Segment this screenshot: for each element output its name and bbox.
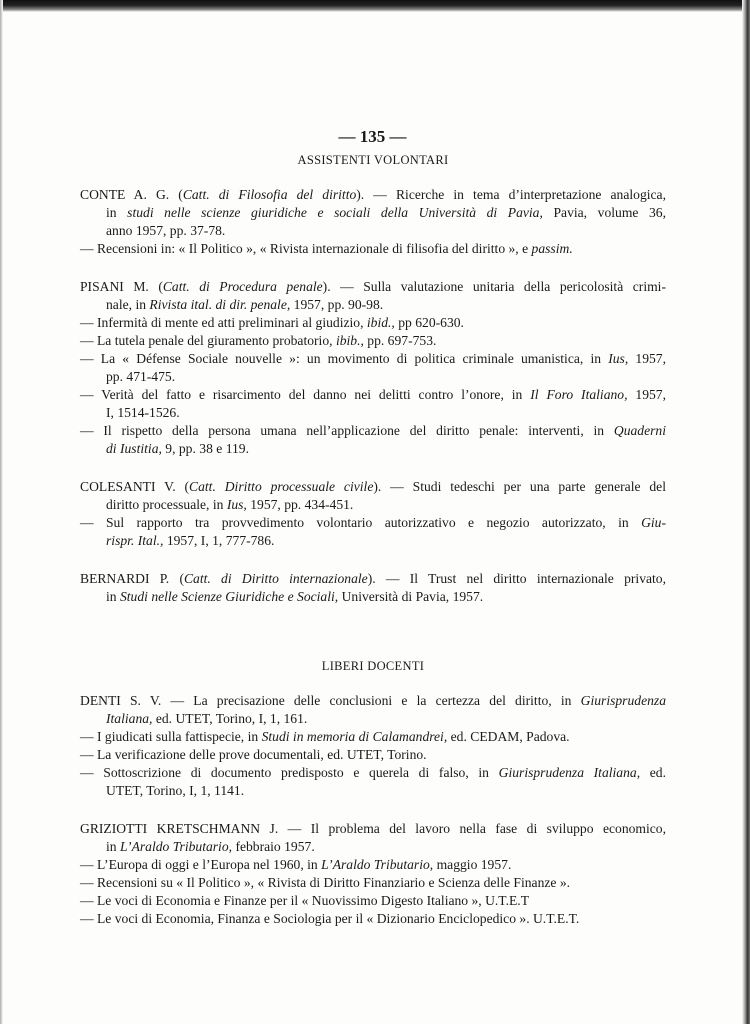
text-line [80,874,666,892]
text-line [80,728,666,746]
text-segment: anno 1957, pp. 37-78. [106,223,226,238]
page-number: — 135 — [338,127,407,146]
italic-title: Il Foro Italiano, [530,387,628,402]
text-segment: — L’Europa di oggi e l’Europa nel 1960, in [80,857,322,872]
text-line [80,820,666,838]
text-segment: — Infermità di mente ed atti preliminari al giudizio, [80,315,367,330]
text-line [80,532,666,550]
text-line [80,314,666,332]
text-segment: 1957, [628,351,666,366]
text-segment: pp. 471-475. [106,369,176,384]
text-segment: ). — Ricerche in tema d’interpretazione analogica, [356,187,666,202]
text-segment: DENTI S. V. — La precisazione delle conclusioni e la certezza del diritto, in [80,693,581,708]
text-segment: ed. [640,765,666,780]
italic-title: Giurisprudenza [580,693,666,708]
text-line [80,710,666,728]
text-segment: 1957, pp. 90-98. [290,297,384,312]
text-line [80,422,666,440]
text-line [80,514,666,532]
section-heading-liberi: LIBERI DOCENTI [321,659,425,673]
text-line [80,278,666,296]
italic-title: Catt. di Filosofia del diritto [182,187,357,202]
italic-title: Catt. Diritto processuale civile [189,479,374,494]
text-segment: — La tutela penale del giuramento probatorio, [80,333,336,348]
entry-colesanti [80,478,666,550]
italic-title: L’Araldo Tributario, [321,857,434,872]
text-line [80,782,666,800]
text-segment: GRIZIOTTI KRETSCHMANN J. — Il problema del lavoro nella fase di sviluppo economico, [80,821,666,836]
text-segment: CONTE A. G. ( [80,187,183,202]
text-segment: ). — Sulla valutazione unitaria della pericolosità crimi- [322,279,666,294]
text-segment: maggio 1957. [433,857,512,872]
text-segment: in [106,589,120,604]
text-line [80,764,666,782]
italic-title: Rivista ital. di dir. penale, [149,297,291,312]
text-line [80,570,666,588]
text-line [80,588,666,606]
text-line [80,332,666,350]
italic-title: Studi in memoria di Calamandrei, [261,729,448,744]
text-segment: — I giudicati sulla fattispecie, in [80,729,262,744]
text-line [80,910,666,928]
text-line [80,350,666,368]
text-segment: 9, pp. 38 e 119. [161,441,249,456]
text-segment: — La « Défense Sociale nouvelle »: un movimento di politica criminale umanistica, in [80,351,609,366]
scan-edge-left [0,0,3,1024]
italic-title: Giurisprudenza Italiana, [498,765,641,780]
text-segment: Pavia, volume 36, [542,205,666,220]
entry-denti [80,692,666,800]
text-segment: — Il rispetto della persona umana nell’applicazione del diritto penale: interventi, in [80,423,614,438]
text-line [80,692,666,710]
text-segment: ). — Il Trust nel diritto internazionale privato, [367,571,666,586]
italic-title: studi nelle scienze giuridiche e sociali della Università di Pavia, [127,205,543,220]
section-heading-assistenti: ASSISTENTI VOLONTARI [297,153,449,167]
text-segment: — Recensioni su « Il Politico », « Rivista di Diritto Finanziario e Scienza delle Finanze ». [80,875,571,890]
text-segment: Università di Pavia, 1957. [338,589,484,604]
italic-title: Italiana, [106,711,153,726]
entry-bernardi [80,570,666,606]
text-segment: — Verità del fatto e risarcimento del danno nei delitti contro l’onore, in [80,387,531,402]
text-segment: — La verificazione delle prove documentali, ed. UTET, Torino. [80,747,427,762]
entry-conte [80,186,666,258]
text-line [80,440,666,458]
text-line [80,222,666,240]
italic-title: ibib., [335,333,364,348]
italic-title: Catt. di Procedura penale [162,279,323,294]
text-segment: diritto processuale, in [106,497,227,512]
text-line [80,746,666,764]
scan-edge-top [0,0,750,12]
text-line [80,240,666,258]
text-line [80,368,666,386]
italic-title: Catt. di Diritto internazionale [183,571,368,586]
text-line [80,478,666,496]
italic-title: Giu- [641,515,666,530]
text-segment: — Le voci di Economia e Finanze per il « Nuovissimo Digesto Italiano », U.T.E.T [80,893,529,908]
text-segment: — Sul rapporto tra provvedimento volontario autorizzativo e negozio autorizzato, in [80,515,642,530]
entry-pisani [80,278,666,458]
text-line [80,204,666,222]
text-line [80,296,666,314]
text-line [80,386,666,404]
italic-title: ibid., [366,315,395,330]
text-segment: 1957, I, 1, 777-786. [163,533,275,548]
italic-title: rispr. Ital., [106,533,164,548]
text-segment: 1957, [627,387,666,402]
text-line [80,892,666,910]
text-line [80,404,666,422]
text-segment: nale, in [106,297,150,312]
text-segment: in [106,205,128,220]
italic-title: Ius, [608,351,629,366]
text-segment: — Le voci di Economia, Finanza e Sociologia per il « Dizionario Enciclopedico ». U.T.E.T. [80,911,580,926]
text-line [80,838,666,856]
entry-griziotti [80,820,666,928]
text-segment: PISANI M. ( [80,279,163,294]
scan-edge-right [742,0,750,1024]
italic-title: di Iustitia, [106,441,162,456]
text-segment: COLESANTI V. ( [80,479,190,494]
text-segment: in [106,839,120,854]
italic-title: passim. [531,241,573,256]
page-body [80,152,666,948]
text-segment: I, 1514-1526. [106,405,180,420]
text-segment: pp. 697-753. [363,333,437,348]
text-segment: UTET, Torino, I, 1, 1141. [106,783,245,798]
text-segment: ). — Studi tedeschi per una parte generale del [373,479,666,494]
text-segment: BERNARDI P. ( [80,571,184,586]
italic-title: Ius, [226,497,247,512]
text-segment: — Sottoscrizione di documento predisposto e querela di falso, in [80,765,499,780]
italic-title: L’Araldo Tributario, [119,839,233,854]
text-segment: ed. UTET, Torino, I, 1, 161. [152,711,308,726]
text-line [80,186,666,204]
text-line [80,856,666,874]
text-segment: ed. CEDAM, Padova. [447,729,570,744]
text-segment: 1957, pp. 434-451. [246,497,354,512]
text-line [80,496,666,514]
italic-title: Quaderni [613,423,666,438]
text-segment: pp 620-630. [394,315,464,330]
italic-title: Studi nelle Scienze Giuridiche e Sociali, [119,589,339,604]
text-segment: — Recensioni in: « Il Politico », « Rivista internazionale di filisofia del diritto », e [80,241,532,256]
text-segment: febbraio 1957. [232,839,315,854]
